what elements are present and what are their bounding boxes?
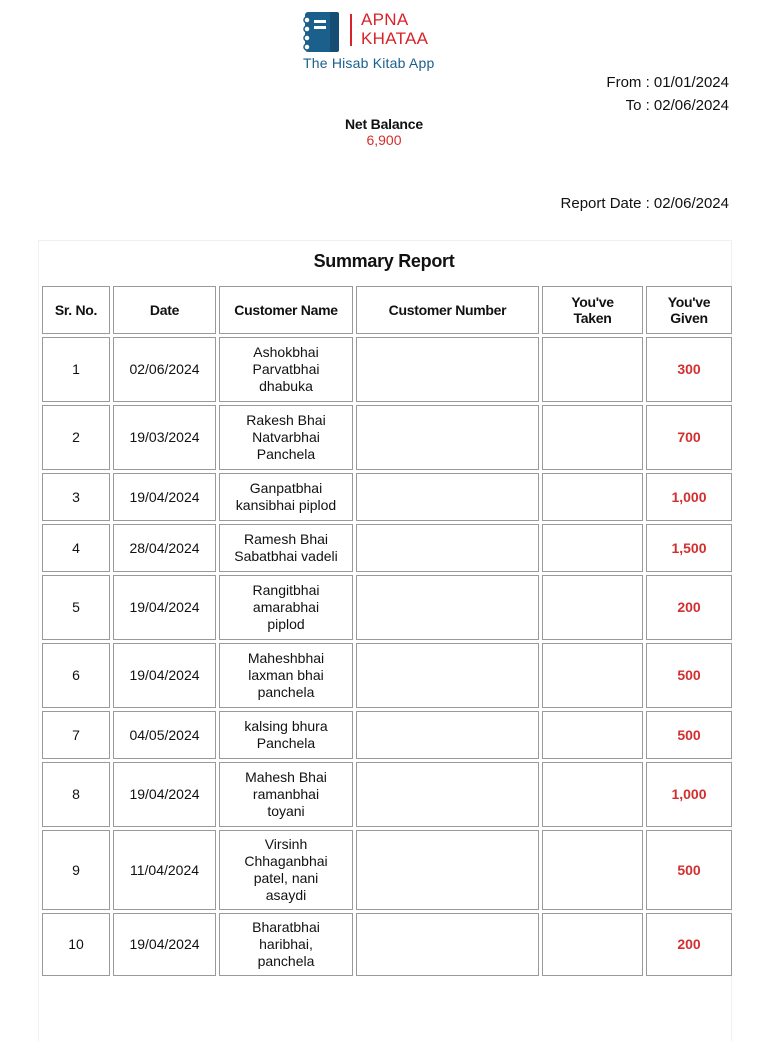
report-date [561, 195, 729, 212]
brand-tagline: The Hisab Kitab App [303, 55, 435, 71]
brand-name [361, 10, 428, 48]
cell-sr: 5 [42, 575, 110, 640]
cell-customer-number [356, 711, 539, 759]
cell-customer-name: kalsing bhura Panchela [219, 711, 353, 759]
cell-given: 1,000 [646, 473, 732, 521]
cell-customer-name: Bharatbhai haribhai, panchela [219, 913, 353, 976]
cell-given: 200 [646, 575, 732, 640]
cell-customer-number [356, 524, 539, 572]
col-header-taken: You've Taken [542, 286, 643, 334]
cell-sr: 3 [42, 473, 110, 521]
cell-sr: 6 [42, 643, 110, 708]
report-date-label: Report Date : [560, 195, 650, 212]
cell-sr: 7 [42, 711, 110, 759]
cell-customer-number [356, 913, 539, 976]
cell-date: 11/04/2024 [113, 830, 216, 910]
cell-sr: 2 [42, 405, 110, 470]
cell-date: 19/04/2024 [113, 762, 216, 827]
cell-taken [542, 405, 643, 470]
table-header-row [42, 286, 732, 334]
cell-taken [542, 473, 643, 521]
cell-sr: 4 [42, 524, 110, 572]
logo-divider [350, 14, 352, 46]
cell-date: 19/04/2024 [113, 913, 216, 976]
cell-customer-name: Ganpatbhai kansibhai piplod [219, 473, 353, 521]
cell-sr: 8 [42, 762, 110, 827]
from-date: 01/01/2024 [653, 74, 729, 91]
table-row [42, 830, 732, 910]
period-to [626, 97, 729, 114]
table-row [42, 913, 732, 976]
cell-taken [542, 337, 643, 402]
cell-customer-number [356, 762, 539, 827]
cell-customer-number [356, 473, 539, 521]
cell-given: 200 [646, 913, 732, 976]
cell-date: 02/06/2024 [113, 337, 216, 402]
table-row [42, 711, 732, 759]
cell-date: 19/04/2024 [113, 575, 216, 640]
cell-taken [542, 830, 643, 910]
col-header-customer-number: Customer Number [356, 286, 539, 334]
app-logo [300, 8, 475, 74]
brand-name-line2: KHATAA [361, 29, 429, 48]
cell-given: 300 [646, 337, 732, 402]
cell-customer-number [356, 643, 539, 708]
cell-given: 700 [646, 405, 732, 470]
cell-customer-name: Mahesh Bhai ramanbhai toyani [219, 762, 353, 827]
cell-sr: 1 [42, 337, 110, 402]
table-row [42, 643, 732, 708]
cell-customer-number [356, 575, 539, 640]
to-label: To : [625, 97, 650, 114]
cell-date: 19/04/2024 [113, 473, 216, 521]
cell-customer-name: Virsinh Chhaganbhai patel, nani asaydi [219, 830, 353, 910]
col-header-sr: Sr. No. [42, 286, 110, 334]
cell-taken [542, 913, 643, 976]
period-from [606, 74, 729, 91]
summary-table [39, 283, 735, 979]
cell-date: 19/04/2024 [113, 643, 216, 708]
cell-taken [542, 575, 643, 640]
col-header-customer-name: Customer Name [219, 286, 353, 334]
cell-customer-name: Ramesh Bhai Sabatbhai vadeli [219, 524, 353, 572]
cell-taken [542, 762, 643, 827]
cell-customer-name: Ashokbhai Parvatbhai dhabuka [219, 337, 353, 402]
cell-customer-name: Rangitbhai amarabhai piplod [219, 575, 353, 640]
cell-date: 28/04/2024 [113, 524, 216, 572]
brand-name-line1: APNA [361, 10, 409, 29]
cell-taken [542, 643, 643, 708]
table-row [42, 575, 732, 640]
table-row [42, 524, 732, 572]
cell-customer-number [356, 337, 539, 402]
cell-given: 1,000 [646, 762, 732, 827]
cell-given: 1,500 [646, 524, 732, 572]
cell-taken [542, 524, 643, 572]
cell-customer-name: Rakesh Bhai Natvarbhai Panchela [219, 405, 353, 470]
cell-given: 500 [646, 830, 732, 910]
col-header-date: Date [113, 286, 216, 334]
cell-customer-number [356, 405, 539, 470]
report-date-value: 02/06/2024 [653, 195, 729, 212]
cell-taken [542, 711, 643, 759]
table-row [42, 473, 732, 521]
table-row [42, 405, 732, 470]
cell-given: 500 [646, 643, 732, 708]
cell-given: 500 [646, 711, 732, 759]
ledger-book-icon [300, 10, 344, 54]
report-title: Summary Report [313, 251, 455, 271]
cell-date: 19/03/2024 [113, 405, 216, 470]
cell-sr: 10 [42, 913, 110, 976]
net-balance-value: 6,900 [366, 132, 402, 148]
table-row [42, 762, 732, 827]
cell-sr: 9 [42, 830, 110, 910]
cell-date: 04/05/2024 [113, 711, 216, 759]
col-header-given: You've Given [646, 286, 732, 334]
net-balance-label: Net Balance [345, 116, 423, 132]
table-row [42, 337, 732, 402]
cell-customer-name: Maheshbhai laxman bhai panchela [219, 643, 353, 708]
cell-customer-number [356, 830, 539, 910]
to-date: 02/06/2024 [653, 97, 729, 114]
from-label: From : [606, 74, 650, 91]
